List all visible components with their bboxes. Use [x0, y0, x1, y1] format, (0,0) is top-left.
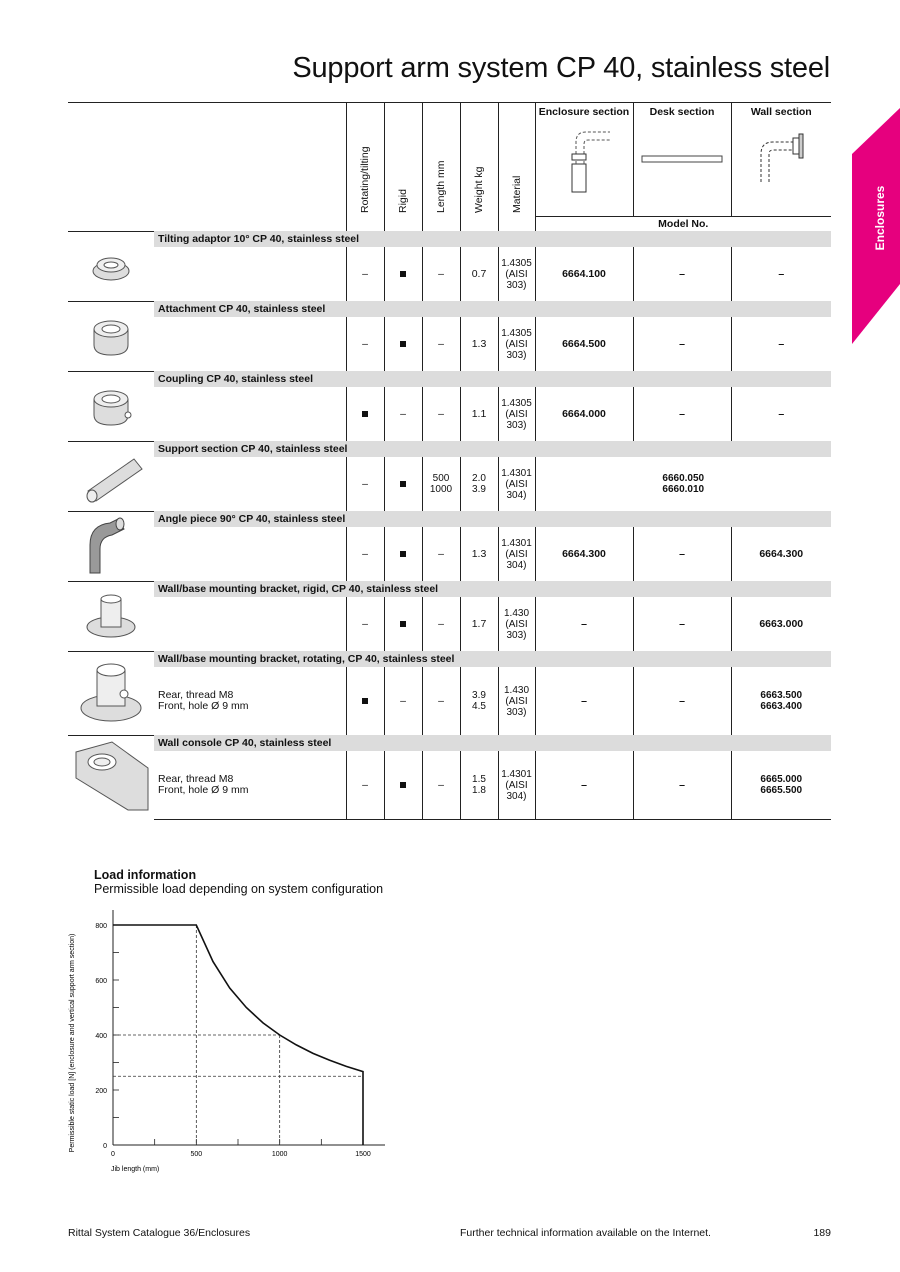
cell-weight: 2.0 3.9 [460, 457, 498, 511]
col-header-rigid: Rigid [384, 103, 422, 232]
cell-length: 500 1000 [422, 457, 460, 511]
product-description: Rear, thread M8 Front, hole Ø 9 mm [158, 689, 249, 712]
wall-console-icon [68, 738, 154, 814]
section-tab-label: Enclosures [873, 185, 887, 251]
cell-rigid [384, 247, 422, 301]
product-name: Support section CP 40, stainless steel [154, 441, 831, 457]
cell-material: 1.430 (AISI 303) [498, 667, 535, 735]
col-header-length: Length mm [422, 103, 460, 232]
cell-wall-model: – [731, 317, 831, 371]
cell-length: – [422, 527, 460, 581]
y-tick-label: 600 [95, 978, 107, 985]
tilting-adaptor-icon [68, 235, 154, 295]
product-name: Tilting adaptor 10° CP 40, stainless steel [154, 231, 831, 247]
y-tick-label: 800 [95, 923, 107, 930]
cell-weight: 1.3 [460, 527, 498, 581]
cell-desk-model: – [633, 751, 731, 820]
footer-catalogue: Rittal System Catalogue 36/Enclosures [68, 1227, 251, 1239]
cell-rigid [384, 457, 422, 511]
cell-rigid: – [384, 387, 422, 441]
product-description: Rear, thread M8 Front, hole Ø 9 mm [154, 751, 346, 820]
cell-material: 1.4305 (AISI 303) [498, 387, 535, 441]
checkmark-square [400, 271, 406, 277]
y-tick-label: 400 [95, 1033, 107, 1040]
cell-material: 1.4301 (AISI 304) [498, 527, 535, 581]
cell-rotating: – [346, 247, 384, 301]
cell-rotating: – [346, 317, 384, 371]
col-header-material: Material [498, 103, 535, 232]
y-tick-label: 200 [95, 1088, 107, 1095]
cell-weight: 3.9 4.5 [460, 667, 498, 735]
checkmark-square [400, 621, 406, 627]
support-section-icon [68, 445, 154, 505]
bracket-rotating-icon [68, 654, 154, 730]
enclosure-section-icon [556, 128, 612, 194]
cell-rigid [384, 317, 422, 371]
cell-rotating: – [346, 597, 384, 651]
load-chart [60, 905, 400, 1185]
cell-length: – [422, 387, 460, 441]
footer-note: Further technical information available on the Internet. [460, 1227, 711, 1239]
wall-section-icon [753, 128, 809, 188]
cell-weight: 1.1 [460, 387, 498, 441]
attachment-icon [68, 305, 154, 365]
cell-weight: 1.5 1.8 [460, 751, 498, 820]
product-image [68, 651, 154, 735]
cell-desk-model: – [633, 247, 731, 301]
cell-wall-model: – [731, 247, 831, 301]
x-tick-label: 1000 [271, 1151, 288, 1158]
product-name: Coupling CP 40, stainless steel [154, 371, 831, 387]
cell-wall-model: 6665.000 6665.500 [731, 751, 831, 820]
cell-length: – [422, 667, 460, 735]
x-tick-label: 500 [190, 1151, 203, 1158]
product-name: Attachment CP 40, stainless steel [154, 301, 831, 317]
cell-length: – [422, 597, 460, 651]
product-name: Wall console CP 40, stainless steel [154, 735, 831, 751]
page-number: 189 [813, 1227, 831, 1239]
cell-rotating [346, 387, 384, 441]
checkmark-square [362, 411, 368, 417]
product-table [68, 102, 831, 820]
y-axis-label: Permissible static load [N] (enclosure and vertical support arm section) [69, 933, 76, 1153]
load-info-subtitle: Permissible load depending on system configuration [94, 882, 384, 896]
cell-wall-model: – [731, 387, 831, 441]
cell-rotating: – [346, 751, 384, 820]
cell-enclosure-model: 6664.500 [535, 317, 633, 371]
model-no-header: Model No. [535, 216, 831, 231]
cell-rotating [346, 667, 384, 735]
checkmark-square [400, 341, 406, 347]
product-image [68, 735, 154, 820]
cell-rigid [384, 751, 422, 820]
cell-material: 1.4305 (AISI 303) [498, 247, 535, 301]
page-title: Support arm system CP 40, stainless steel [292, 52, 830, 84]
cell-rigid [384, 597, 422, 651]
cell-desk-model: – [633, 317, 731, 371]
cell-desk-model: – [633, 667, 731, 735]
cell-material: 1.4301 (AISI 304) [498, 457, 535, 511]
checkmark-square [400, 782, 406, 788]
cell-material: 1.4301 (AISI 304) [498, 751, 535, 820]
product-image [68, 511, 154, 581]
y-tick-label: 0 [103, 1143, 107, 1150]
load-info-title: Load information [94, 868, 197, 882]
x-tick-label: 1500 [355, 1151, 371, 1158]
cell-material: 1.430 (AISI 303) [498, 597, 535, 651]
col-header-wall: Wall section [731, 103, 831, 217]
cell-enclosure-model: 6664.000 [535, 387, 633, 441]
desk-section-icon [640, 128, 724, 188]
cell-length: – [422, 751, 460, 820]
cell-length: – [422, 247, 460, 301]
cell-desk-model: – [633, 387, 731, 441]
product-name: Wall/base mounting bracket, rotating, CP 40, stainless steel [154, 651, 831, 667]
cell-enclosure-model: – [535, 597, 633, 651]
checkmark-square [400, 481, 406, 487]
checkmark-square [400, 551, 406, 557]
product-name: Wall/base mounting bracket, rigid, CP 40, stainless steel [154, 581, 831, 597]
product-image [68, 231, 154, 301]
cell-rigid [384, 527, 422, 581]
cell-length: – [422, 317, 460, 371]
product-image [68, 441, 154, 511]
cell-weight: 1.7 [460, 597, 498, 651]
product-image [68, 371, 154, 441]
cell-enclosure-model: 6664.300 [535, 527, 633, 581]
cell-desk-model: – [633, 597, 731, 651]
checkmark-square [362, 698, 368, 704]
product-image [68, 581, 154, 651]
cell-span-models: 6660.050 6660.010 [535, 457, 831, 511]
cell-rotating: – [346, 527, 384, 581]
cell-enclosure-model: – [535, 667, 633, 735]
product-name: Angle piece 90° CP 40, stainless steel [154, 511, 831, 527]
bracket-rigid-icon [68, 585, 154, 645]
x-tick-label: 0 [111, 1151, 115, 1158]
cell-weight: 0.7 [460, 247, 498, 301]
cell-wall-model: 6663.500 6663.400 [731, 667, 831, 735]
angle-piece-icon [68, 515, 154, 575]
cell-material: 1.4305 (AISI 303) [498, 317, 535, 371]
x-axis-label: Jib length (mm) [111, 1166, 160, 1173]
cell-weight: 1.3 [460, 317, 498, 371]
cell-wall-model: 6663.000 [731, 597, 831, 651]
col-header-enclosure: Enclosure section [535, 103, 633, 217]
cell-desk-model: – [633, 527, 731, 581]
cell-wall-model: 6664.300 [731, 527, 831, 581]
cell-enclosure-model: – [535, 751, 633, 820]
cell-enclosure-model: 6664.100 [535, 247, 633, 301]
cell-rigid: – [384, 667, 422, 735]
product-image [68, 301, 154, 371]
coupling-icon [68, 375, 154, 435]
col-header-weight: Weight kg [460, 103, 498, 232]
col-header-rotating: Rotating/tilting [346, 103, 384, 232]
col-header-desk: Desk section [633, 103, 731, 217]
cell-rotating: – [346, 457, 384, 511]
